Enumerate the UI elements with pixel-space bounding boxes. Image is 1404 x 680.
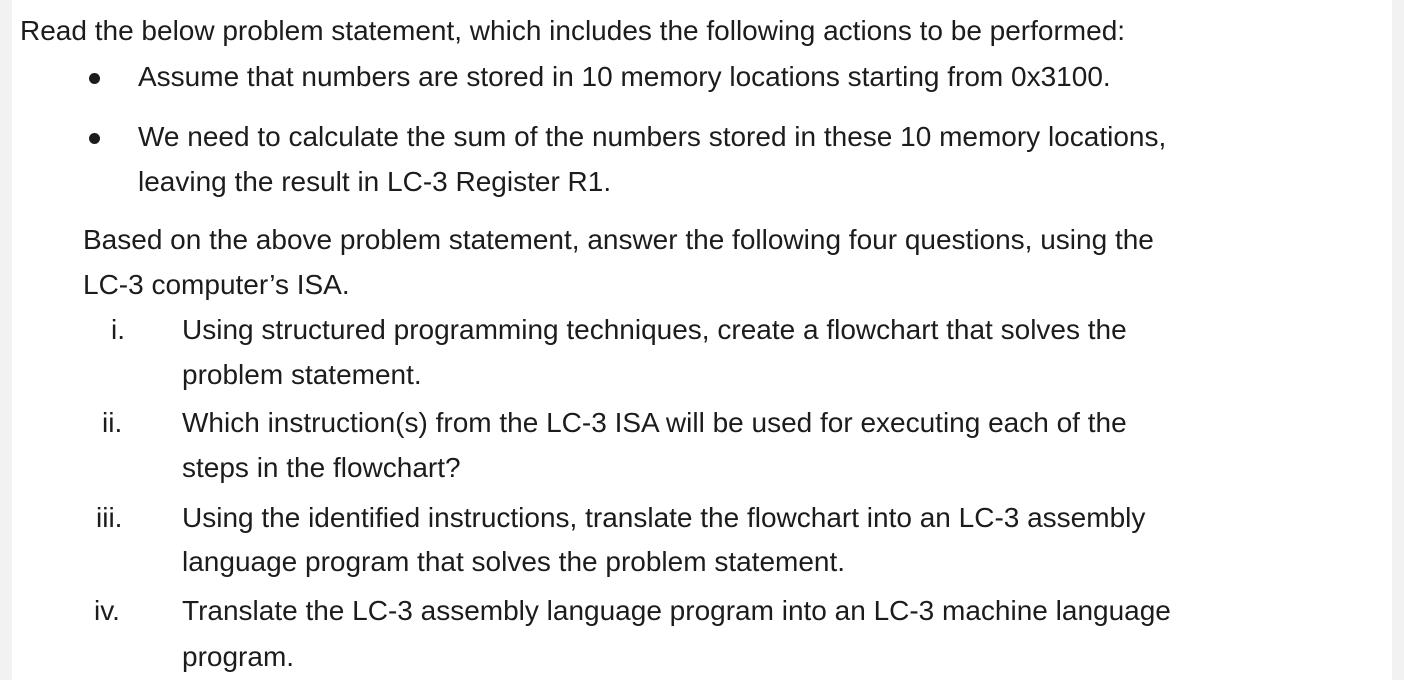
question-iii-line-1: Using the identified instructions, translate the flowchart into an LC-3 assembly xyxy=(182,502,1146,533)
bullet-dot-1 xyxy=(89,73,100,84)
intro-text: Read the below problem statement, which includes the following actions to be performed: xyxy=(20,15,1126,46)
question-numeral-i: i. xyxy=(111,314,125,345)
question-numeral-iv: iv. xyxy=(94,595,120,626)
bullet-2-line-2: leaving the result in LC-3 Register R1. xyxy=(138,166,612,197)
document-page xyxy=(12,0,1392,680)
question-numeral-iii: iii. xyxy=(96,502,123,533)
question-ii-line-1: Which instruction(s) from the LC-3 ISA will be used for executing each of the xyxy=(182,407,1127,438)
question-i-line-1: Using structured programming techniques, create a flowchart that solves the xyxy=(182,314,1127,345)
bullet-1-line-1: Assume that numbers are stored in 10 memory locations starting from 0x3100. xyxy=(138,61,1111,92)
question-iv-line-1: Translate the LC-3 assembly language program into an LC-3 machine language xyxy=(182,595,1171,626)
bullet-2-line-1: We need to calculate the sum of the numbers stored in these 10 memory locations, xyxy=(138,121,1167,152)
question-numeral-ii: ii. xyxy=(102,407,123,438)
question-ii-line-2: steps in the flowchart? xyxy=(182,452,461,483)
instruction-line-2: LC-3 computer’s ISA. xyxy=(83,269,350,300)
instruction-line-1: Based on the above problem statement, answer the following four questions, using the xyxy=(83,224,1154,255)
bullet-dot-2 xyxy=(89,133,100,144)
question-iv-line-2: program. xyxy=(182,641,295,672)
question-iii-line-2: language program that solves the problem statement. xyxy=(182,546,846,577)
question-i-line-2: problem statement. xyxy=(182,359,422,390)
